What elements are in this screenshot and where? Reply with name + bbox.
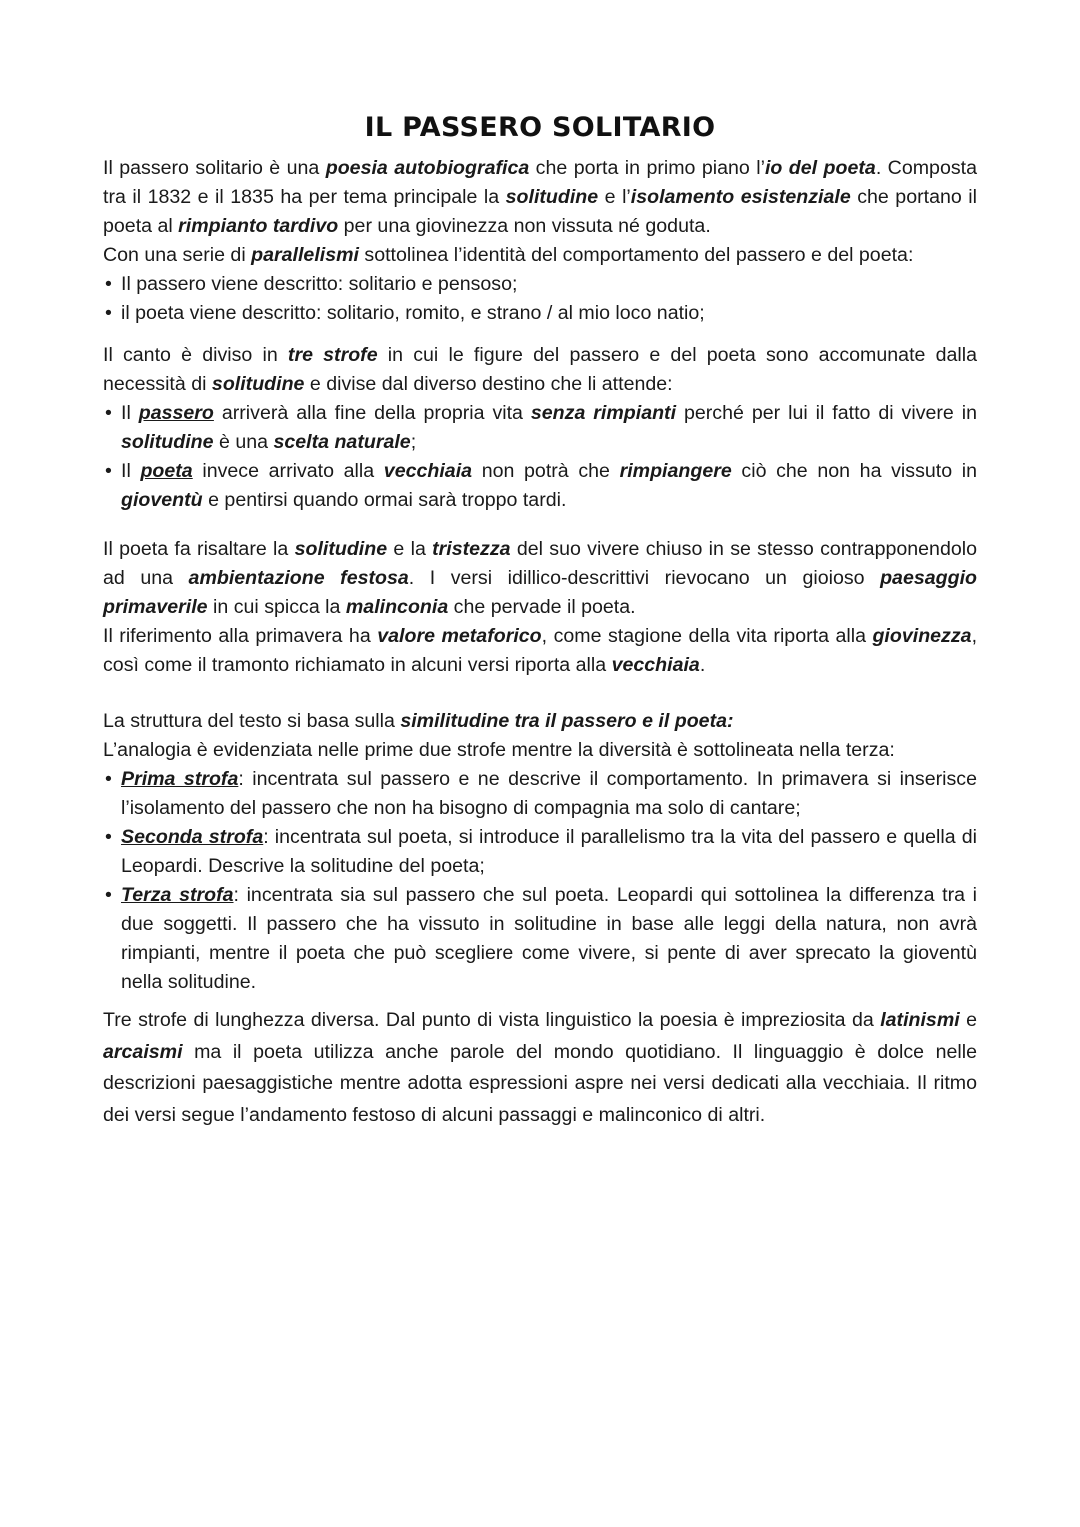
stanza-list	[103, 765, 977, 997]
paragraph-similitude: La struttura del testo si basa sulla similitudine tra il passero e il poeta:	[103, 710, 734, 732]
paragraph-parallelisms: Con una serie di parallelismi sottolinea l’identità del comportamento del passero e del poeta:	[103, 244, 914, 266]
keyword: solitudine	[505, 186, 599, 208]
list-item: • Il poeta invece arrivato alla vecchiaia non potrà che rimpiangere ciò che non ha vissuto in gioventù e pentirsi quando ormai sarà troppo tardi.	[103, 457, 977, 515]
keyword-underlined: passero	[138, 402, 214, 424]
list-item-second-stanza: • Seconda strofa: incentrata sul poeta, si introduce il parallelismo tra la vita del passero e quella di Leopardi. Descrive la solitudine del poeta;	[103, 823, 977, 881]
keyword: solitudine	[294, 538, 388, 560]
paragraph-analogy: L’analogia è evidenziata nelle prime due strofe mentre la diversità è sottolineata nella terza:	[103, 739, 895, 761]
keyword: arcaismi	[103, 1040, 183, 1063]
list-item: • Il passero arriverà alla fine della propria vita senza rimpianti perché per lui il fatto di vivere in solitudine è una scelta naturale;	[103, 399, 977, 457]
keyword: poesia autobiografica	[325, 157, 530, 179]
keyword: parallelismi	[251, 244, 359, 266]
list-item: • Il passero viene descritto: solitario e pensoso;	[103, 270, 977, 299]
list-item: • il poeta viene descritto: solitario, romito, e strano / al mio loco natio;	[103, 299, 977, 328]
keyword-underlined: Seconda strofa	[121, 826, 264, 848]
keyword: solitudine	[211, 373, 305, 395]
keyword: tre strofe	[287, 344, 378, 366]
keyword: rimpiangere	[619, 460, 732, 482]
keyword: isolamento esistenziale	[630, 186, 851, 208]
paragraph-structure: Il canto è diviso in tre strofe in cui le figure del passero e del poeta sono accomunate dalla necessità di solitudine e divise dal diverso destino che li attende:	[103, 344, 977, 395]
keyword: similitudine tra il passero e il poeta:	[400, 710, 734, 732]
paragraph-setting: Il poeta fa risaltare la solitudine e la tristezza del suo vivere chiuso in se stesso contrapponendolo ad una ambientazione festosa. I versi idillico-descrittivi rievocano un gioioso paesaggio primaverile in cui spicca la malinconia che pervade il poeta.	[103, 538, 978, 618]
paragraph-language: Tre strofe di lunghezza diversa. Dal punto di vista linguistico la poesia è impreziosita da latinismi e arcaismi ma il poeta utilizza anche parole del mondo quotidiano. Il linguaggio è dolce nelle descrizioni paesaggistiche mentre adotta espressioni aspre nei versi dedicati alla vecchiaia. Il ritmo dei versi segue l’andamento festoso di alcuni passaggi e malinconico di altri.	[103, 1009, 978, 1126]
keyword-underlined: Prima strofa	[121, 768, 239, 790]
keyword: solitudine	[121, 431, 214, 453]
keyword: vecchiaia	[383, 460, 473, 482]
document-body	[103, 154, 977, 1131]
keyword: vecchiaia	[611, 654, 700, 676]
keyword: valore metaforico	[377, 625, 542, 647]
list-item-first-stanza: • Prima strofa: incentrata sul passero e ne descrive il comportamento. In primavera si inserisce l’isolamento del passero che non ha bisogno di compagnia ma solo di cantare;	[103, 765, 977, 823]
parallelism-list	[103, 270, 977, 328]
keyword: scelta naturale	[273, 431, 411, 453]
list-item-third-stanza: • Terza strofa: incentrata sia sul passero che sul poeta. Leopardi qui sottolinea la differenza tra i due soggetti. Il passero che ha vissuto in solitudine in base alle leggi della natura, non avrà rimpianti, mentre il poeta che può scegliere come vivere, si pente di aver sprecato la gioventù nella solitudine.	[103, 881, 977, 997]
keyword: tristezza	[432, 538, 511, 560]
page-title: IL PASSERO SOLITARIO	[364, 112, 716, 143]
keyword: io del poeta	[764, 157, 876, 179]
paragraph-intro: Il passero solitario è una poesia autobiografica che porta in primo piano l’io del poeta. Composta tra il 1832 e il 1835 ha per tema principale la solitudine e l’isolamento esistenziale che portano il poeta al rimpianto tardivo per una giovinezza non vissuta né goduta.	[103, 157, 977, 237]
keyword: senza rimpianti	[530, 402, 677, 424]
keyword-underlined: poeta	[140, 460, 193, 482]
paragraph-metaphor: Il riferimento alla primavera ha valore metaforico, come stagione della vita riporta alla giovinezza, così come il tramonto richiamato in alcuni versi riporta alla vecchiaia.	[103, 625, 978, 676]
destiny-list	[103, 399, 977, 515]
keyword-underlined: Terza strofa	[121, 884, 234, 906]
keyword: malinconia	[345, 596, 449, 618]
keyword: latinismi	[880, 1009, 960, 1031]
keyword: gioventù	[121, 489, 203, 511]
keyword: ambientazione festosa	[188, 567, 409, 589]
keyword: rimpianto tardivo	[178, 215, 339, 237]
keyword: giovinezza	[872, 625, 972, 647]
keyword: paesaggio primaverile	[103, 567, 978, 618]
